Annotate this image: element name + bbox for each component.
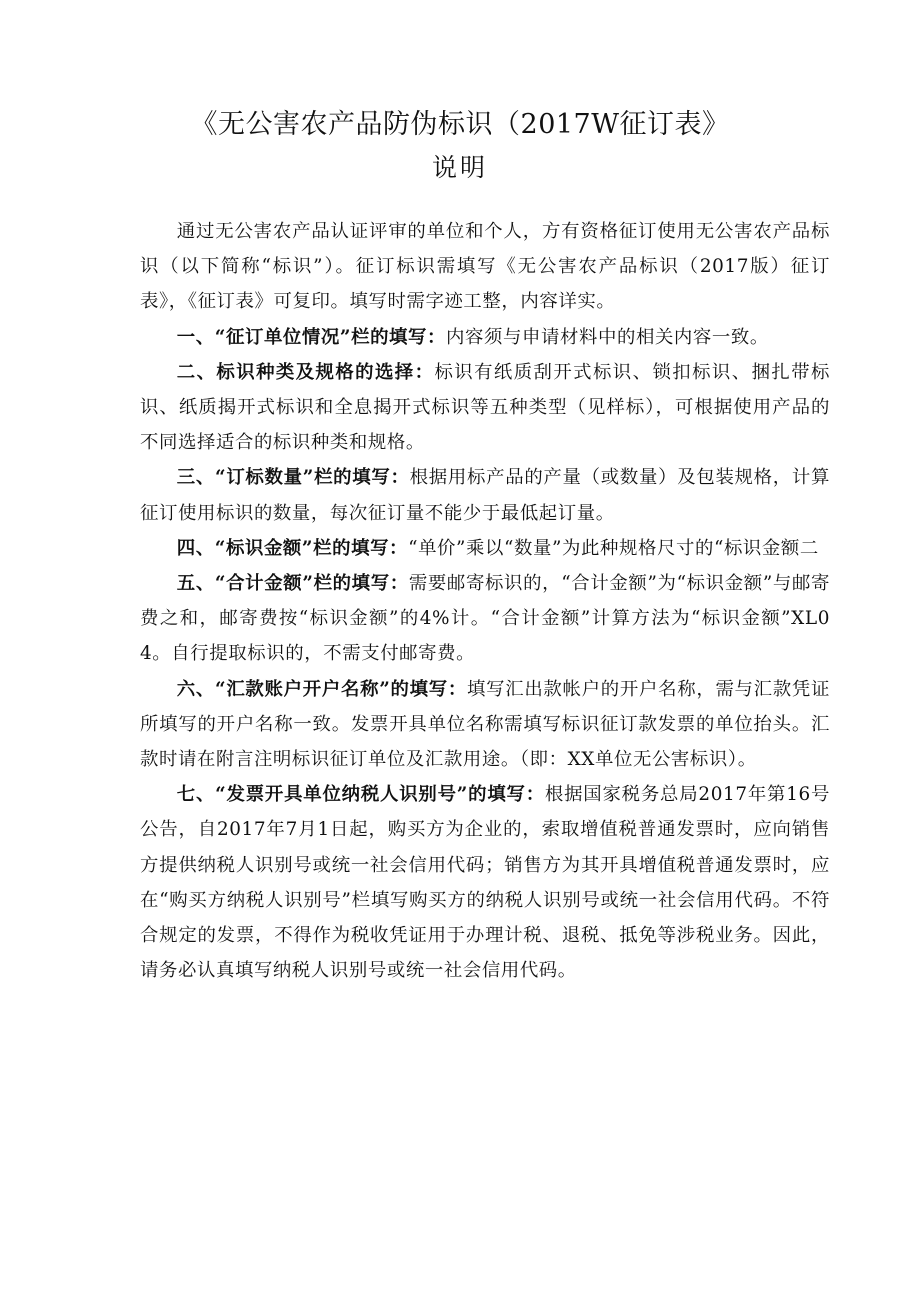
paragraph-item-3 [140, 460, 830, 530]
paragraph-text: 填写汇出款帐户的开户名称，需与汇款凭证所填写的开户名称一致。发票开具单位名称需填写标识征订款发票的单位抬头。汇款时请在附言注明标识征订单位及汇款用途。（即：XX单位无公害标识）。 [140, 678, 830, 771]
paragraph-text: 需要邮寄标识的，“合计金额”为“标识金额”与邮寄费之和，邮寄费按“标识金额”的4%计。“合计金额”计算方法为“标识金额”XL04。自行提取标识的，不需支付邮寄费。 [140, 573, 830, 665]
paragraph-item-5 [140, 566, 830, 672]
paragraph-head: 二、标识种类及规格的选择： [176, 361, 435, 383]
paragraph-text: 标识有纸质刮开式标识、锁扣标识、捆扎带标识、纸质揭开式标识和全息揭开式标识等五种类型（见样标），可根据使用产品的不同选择适合的标识种类和规格。 [140, 361, 830, 454]
paragraph-head: 六、“汇款账户开户名称”的填写： [176, 678, 467, 700]
document-body [140, 214, 830, 988]
document-title: 《无公害农产品防伪标识（2017W征订表》 [190, 109, 730, 140]
paragraph-item-1 [140, 320, 830, 355]
paragraph-text: 根据用标产品的产量（或数量）及包装规格，计算征订使用标识的数量，每次征订量不能少于最低起订量。 [140, 467, 830, 524]
paragraph-head: 七、“发票开具单位纳税人识别号”的填写： [176, 784, 545, 806]
paragraph-item-4 [140, 531, 830, 566]
paragraph-text: 内容须与申请材料中的相关内容一致。 [446, 326, 769, 348]
paragraph-item-2 [140, 355, 830, 461]
paragraph-head: 三、“订标数量”栏的填写： [176, 467, 410, 489]
paragraph-item-7 [140, 777, 830, 988]
paragraph-head: 四、“标识金额”栏的填写： [176, 537, 409, 559]
paragraph-text: 通过无公害农产品认证评审的单位和个人，方有资格征订使用无公害农产品标识（以下简称“标识”）。征订标识需填写《无公害农产品标识（2017版）征订表》，《征订表》可复印。填写时需字迹工整，内容详实。 [140, 221, 830, 313]
document-subtitle: 说明 [431, 153, 488, 182]
paragraph-text: 根据国家税务总局2017年第16号公告，自2017年7月1日起，购买方为企业的，索取增值税普通发票时，应向销售方提供纳税人识别号或统一社会信用代码；销售方为其开具增值税普通发票时，应在“购买方纳税人识别号”栏填写购买方的纳税人识别号或统一社会信用代码。不符合规定的发票，不得作为税收凭证用于办理计税、退税、抵免等涉税业务。因此，请务必认真填写纳税人识别号或统一社会信用代码。 [140, 784, 830, 982]
paragraph-head: 五、“合计金额”栏的填写： [176, 573, 409, 595]
paragraph-head: 一、“征订单位情况”栏的填写： [176, 326, 447, 348]
paragraph-text: “单价”乘以“数量”为此种规格尺寸的“标识金额二 [408, 537, 819, 559]
paragraph-item-6 [140, 672, 830, 778]
paragraph-intro [140, 214, 830, 320]
